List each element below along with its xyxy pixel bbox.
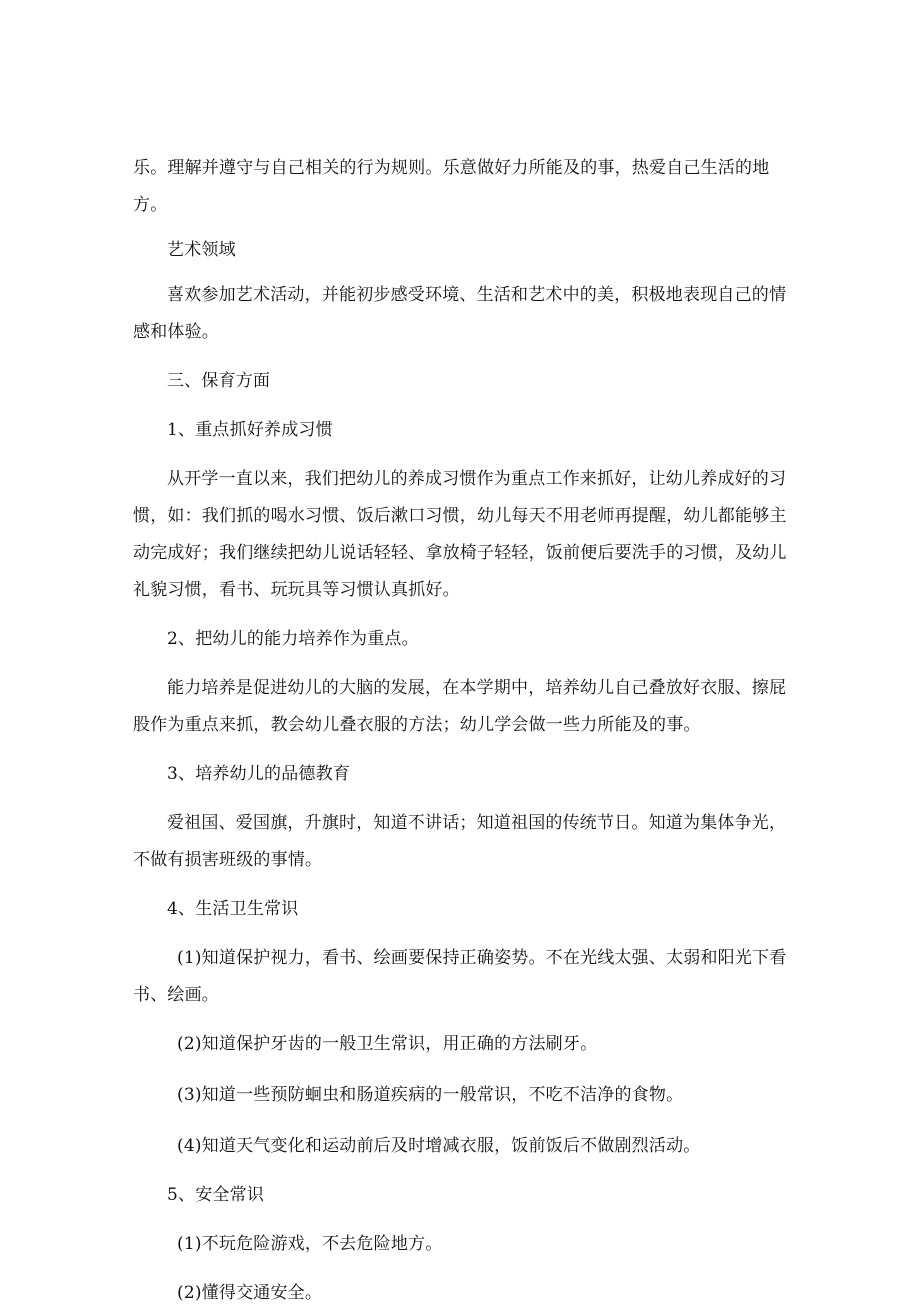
list-item-safety-2: (2)懂得交通安全。	[177, 1283, 323, 1303]
list-item-hygiene-1: (1)知道保护视力，看书、绘画要保持正确姿势。不在光线太强、太弱和阳光下看书、绘画。	[133, 948, 787, 1005]
section-heading-art: 艺术领域	[167, 240, 236, 260]
document-body	[133, 150, 793, 1312]
paragraph-art-description: 喜欢参加艺术活动，并能初步感受环境、生活和艺术中的美，积极地表现自己的情感和体验。	[133, 285, 787, 342]
subheading-habits: 1、重点抓好养成习惯	[167, 420, 333, 440]
subheading-ability: 2、把幼儿的能力培养作为重点。	[167, 629, 419, 649]
subheading-safety: 5、安全常识	[167, 1185, 265, 1205]
paragraph-continuation: 乐。理解并遵守与自己相关的行为规则。乐意做好力所能及的事，热爱自己生活的地方。	[133, 158, 770, 215]
section-heading-care: 三、保育方面	[167, 371, 271, 391]
list-item-hygiene-3: (3)知道一些预防蛔虫和肠道疾病的一般常识，不吃不洁净的食物。	[177, 1085, 684, 1105]
list-item-hygiene-2: (2)知道保护牙齿的一般卫生常识，用正确的方法刷牙。	[177, 1034, 598, 1054]
subheading-moral: 3、培养幼儿的品德教育	[167, 764, 351, 784]
paragraph-ability: 能力培养是促进幼儿的大脑的发展，在本学期中，培养幼儿自己叠放好衣服、擦屁股作为重点来抓，教会幼儿叠衣服的方法；幼儿学会做一些力所能及的事。	[133, 678, 787, 735]
subheading-hygiene: 4、生活卫生常识	[167, 899, 299, 919]
list-item-safety-1: (1)不玩危险游戏，不去危险地方。	[177, 1234, 443, 1254]
paragraph-moral: 爱祖国、爱国旗，升旗时，知道不讲话；知道祖国的传统节日。知道为集体争光，不做有损害班级的事情。	[133, 813, 787, 870]
list-item-hygiene-4: (4)知道天气变化和运动前后及时增减衣服，饭前饭后不做剧烈活动。	[177, 1136, 701, 1156]
paragraph-habits: 从开学一直以来，我们把幼儿的养成习惯作为重点工作来抓好，让幼儿养成好的习惯，如：我们抓的喝水习惯、饭后漱口习惯，幼儿每天不用老师再提醒，幼儿都能够主动完成好；我们继续把幼儿说话轻轻、拿放椅子轻轻，饭前便后要洗手的习惯，及幼儿礼貌习惯，看书、玩玩具等习惯认真抓好。	[133, 469, 787, 600]
